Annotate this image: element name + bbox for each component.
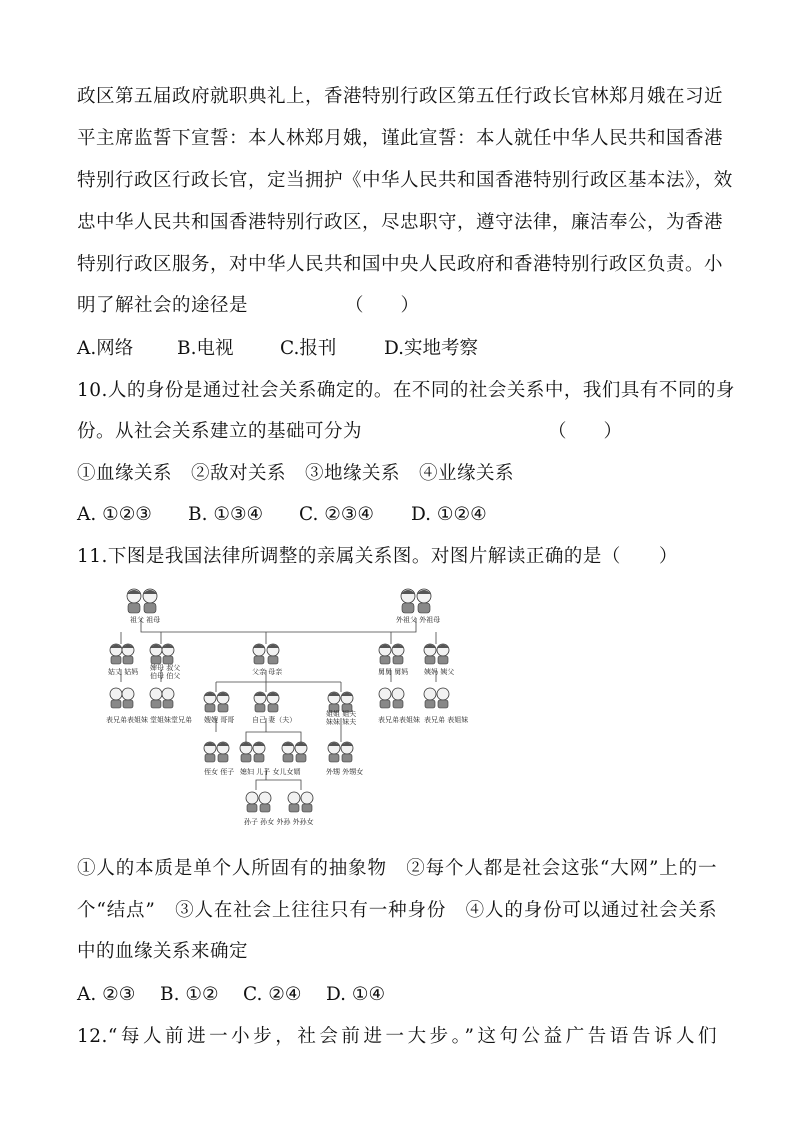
label-paternal-uncle2: 伯母 伯父 xyxy=(150,672,181,680)
label-grandparents: 祖父 祖母 xyxy=(130,616,161,624)
q10-option-a[interactable]: A. ①②③ xyxy=(77,504,152,525)
label-paternal-aunt: 姑丈 姑妈 xyxy=(108,668,139,676)
label-brother: 嫂嫂 哥哥 xyxy=(204,716,235,724)
q11-option-d[interactable]: D. ①④ xyxy=(326,984,386,1005)
figure-row4 xyxy=(204,742,353,762)
label-nephew: 侄女 侄子 xyxy=(204,768,235,776)
label-maternal-aunt: 姨妈 姨父 xyxy=(424,668,455,676)
q10-line-2: 份。从社会关系建立的基础可分为 xyxy=(77,421,363,442)
label-maternal-grandparents: 外祖父 外祖母 xyxy=(396,616,441,624)
label-cousins2: 堂姐妹堂兄弟 xyxy=(150,716,192,724)
q9-option-a[interactable]: A.网络 xyxy=(77,338,134,359)
q9-option-b[interactable]: B.电视 xyxy=(177,338,234,359)
label-sister: 姐姐 姐夫 xyxy=(326,710,357,718)
kinship-diagram xyxy=(106,582,476,837)
q9-option-d[interactable]: D.实地考察 xyxy=(384,338,479,359)
q9-answer-paren: （ ） xyxy=(345,295,420,316)
q12-line-1: 12.“每人前进一小步，社会前进一大步。”这句公益广告语告诉人们 xyxy=(77,1026,717,1047)
q9-line-6: 明了解社会的途径是 xyxy=(77,295,249,316)
q11-stem: 11.下图是我国法律所调整的亲属关系图。对图片解读正确的是（ ） xyxy=(77,546,678,567)
q10-answer-paren: （ ） xyxy=(548,421,623,442)
q9-line-1: 政区第五届政府就职典礼上，香港特别行政区第五任行政长官林郑月娥在习近 xyxy=(77,86,724,107)
q11-option-a[interactable]: A. ②③ xyxy=(77,984,136,1005)
label-maternal-uncle: 舅舅 舅妈 xyxy=(378,668,409,676)
label-cousins4: 表兄弟 表姐妹 xyxy=(424,716,469,724)
q11-option-b[interactable]: B. ①② xyxy=(160,984,219,1005)
q9-line-5: 特别行政区服务，对中华人民共和国中央人民政府和香港特别行政区负责。小 xyxy=(77,254,724,275)
label-children: 媳妇 儿子 女儿女婿 xyxy=(240,768,301,776)
q10-option-b[interactable]: B. ①③④ xyxy=(188,504,264,525)
q9-line-4: 忠中华人民共和国香港特别行政区，尽忠职守，遵守法律，廉洁奉公，为香港 xyxy=(77,212,724,233)
q10-option-c[interactable]: C. ②③④ xyxy=(299,504,375,525)
figure-row3 xyxy=(110,688,449,712)
label-paternal-uncle: 婶母 叔父 xyxy=(150,664,181,672)
q11-line-2: 个“结点” ③人在社会上往往只有一种身份 ④人的身份可以通过社会关系 xyxy=(77,900,717,921)
figure-maternal-grandparents xyxy=(401,589,431,613)
figure-grandparents xyxy=(127,589,157,613)
q11-line-1: ①人的本质是单个人所固有的抽象物 ②每个人都是社会这张“大网”上的一 xyxy=(77,858,717,879)
label-self: 自己 妻（夫） xyxy=(252,716,297,724)
label-cousins3: 表兄弟表姐妹 xyxy=(378,716,420,724)
q9-line-3: 特别行政区行政长官，定当拥护《中华人民共和国香港特别行政区基本法》，效 xyxy=(77,170,733,191)
q11-line-3: 中的血缘关系来确定 xyxy=(77,941,249,962)
q9-option-c[interactable]: C.报刊 xyxy=(280,338,337,359)
q10-items: ①血缘关系 ②敌对关系 ③地缘关系 ④业缘关系 xyxy=(77,463,515,484)
label-grandchildren: 孙子 孙女 外孙 外孙女 xyxy=(244,818,314,826)
label-sister-children: 外甥 外甥女 xyxy=(326,768,364,776)
q10-line-1: 10.人的身份是通过社会关系确定的。在不同的社会关系中，我们具有不同的身 xyxy=(77,380,735,401)
figure-grandchildren xyxy=(246,792,313,812)
q10-option-d[interactable]: D. ①②④ xyxy=(411,504,487,525)
figure-row2 xyxy=(110,644,449,664)
q9-line-2: 平主席监誓下宣誓：本人林郑月娥，谨此宣誓：本人就任中华人民共和国香港 xyxy=(77,128,724,149)
label-parents: 父亲 母亲 xyxy=(252,668,283,676)
label-sister2: 妹妹 妹夫 xyxy=(326,718,357,726)
label-cousins1: 表兄弟表姐妹 xyxy=(106,716,148,724)
q11-option-c[interactable]: C. ②④ xyxy=(243,984,302,1005)
